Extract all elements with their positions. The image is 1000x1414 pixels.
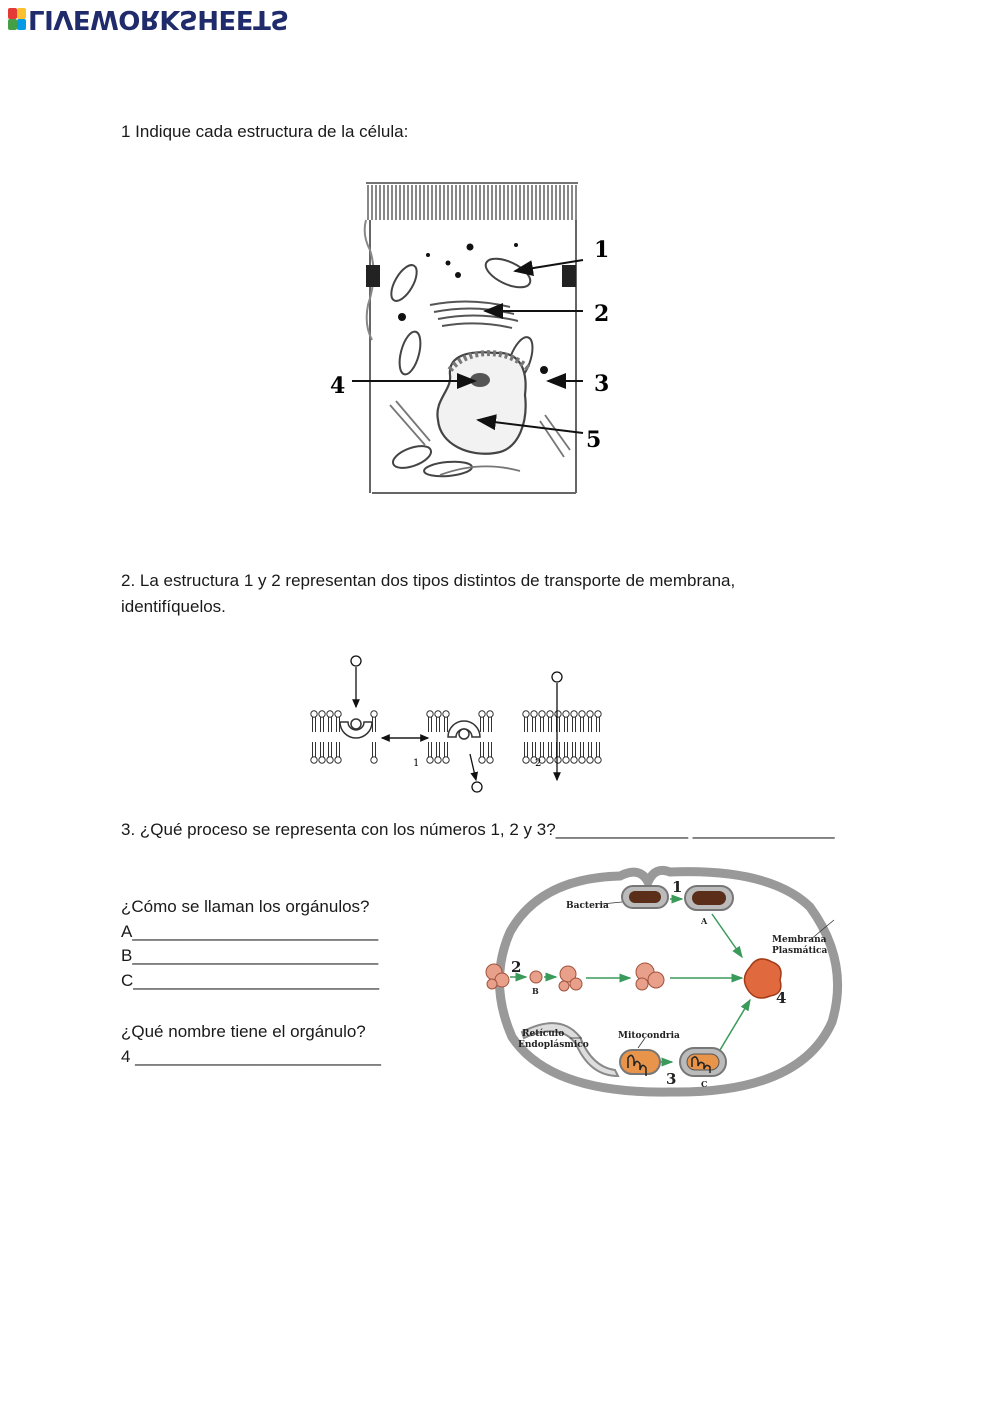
question-3-text: 3. ¿Qué proceso se representa con los números 1, 2 y 3?: [121, 820, 556, 839]
phospholipid-head: [311, 711, 317, 717]
phospholipid-tail: [589, 717, 592, 732]
phospholipid-head: [311, 757, 317, 763]
cell-label-2: 2: [594, 301, 610, 327]
phospholipid-tail: [329, 742, 332, 757]
phospholipid-tail: [429, 717, 432, 732]
phospholipid-head: [371, 711, 377, 717]
junction-left: [366, 265, 380, 287]
phospholipid-tail: [437, 717, 440, 732]
phospholipid-tail: [597, 742, 600, 757]
phospholipid-head: [571, 711, 577, 717]
phospholipid-tail: [597, 717, 600, 732]
phospholipid-tail: [525, 742, 528, 757]
label-a: A: [701, 916, 708, 926]
phospholipid-tail: [581, 717, 584, 732]
phospholipid-tail: [549, 717, 552, 732]
cell-label-3: 3: [594, 371, 610, 397]
label-num-3: 3: [666, 1070, 677, 1088]
label-bacteria: Bacteria: [566, 901, 609, 911]
phospholipid-tail: [313, 742, 316, 757]
phospholipid-tail: [321, 717, 324, 732]
phospholipid-tail: [525, 717, 528, 732]
membrane-transport-diagram: [310, 652, 610, 797]
phospholipid-head: [547, 757, 553, 763]
phospholipid-tail: [549, 742, 552, 757]
phospholipid-tail: [565, 717, 568, 732]
answer-blank-2[interactable]: _______________: [692, 820, 835, 839]
phospholipid-head: [563, 757, 569, 763]
organelles-question: ¿Cómo se llaman los orgánulos?: [121, 897, 370, 916]
microvilli: [366, 183, 578, 220]
label-c: C: [701, 1079, 708, 1089]
phospholipid-head: [327, 711, 333, 717]
phospholipid-head: [479, 757, 485, 763]
label-num-2: 2: [511, 958, 522, 976]
phospholipid-head: [523, 757, 529, 763]
phospholipid-tail: [373, 742, 376, 757]
phospholipid-tail: [481, 742, 484, 757]
phagocytosis-diagram: [480, 862, 850, 1102]
phospholipid-tail: [589, 742, 592, 757]
phospholipid-tail: [489, 742, 492, 757]
phospholipid-head: [595, 757, 601, 763]
phospholipid-tail: [489, 717, 492, 732]
phospholipid-head: [523, 711, 529, 717]
transport-label-2: 2: [535, 758, 542, 769]
carrier-protein-1: [340, 719, 372, 738]
phospholipid-tail: [437, 742, 440, 757]
bacteria-entering: [622, 886, 668, 908]
answer-blank-1[interactable]: ______________: [555, 820, 689, 839]
phospholipid-head: [327, 757, 333, 763]
vesicle-b: [530, 971, 542, 983]
junction-right: [562, 265, 576, 287]
phospholipid-tail: [373, 717, 376, 732]
phospholipid-head: [579, 711, 585, 717]
phospholipid-tail: [445, 717, 448, 732]
phospholipid-head: [319, 757, 325, 763]
phospholipid-tail: [573, 717, 576, 732]
phospholipid-head: [487, 757, 493, 763]
phospholipid-head: [443, 711, 449, 717]
label-b: B: [532, 986, 539, 996]
question-3-prompt: [121, 817, 835, 843]
phospholipid-head: [427, 757, 433, 763]
phospholipid-tail: [573, 742, 576, 757]
phospholipid-tail: [329, 717, 332, 732]
phospholipid-head: [335, 711, 341, 717]
label-mitocondria: Mitocondria: [618, 1031, 680, 1041]
phospholipid-head: [335, 757, 341, 763]
phospholipid-tail: [313, 717, 316, 732]
label-num-1: 1: [672, 878, 683, 896]
phospholipid-tail: [541, 717, 544, 732]
phospholipid-tail: [581, 742, 584, 757]
liveworksheets-logo: [8, 6, 289, 32]
phospholipid-tail: [565, 742, 568, 757]
phospholipid-head: [587, 757, 593, 763]
answer-b-field[interactable]: B__________________________: [121, 946, 379, 965]
phospholipid-tail: [321, 742, 324, 757]
phospholipid-head: [547, 711, 553, 717]
phospholipid-head: [319, 711, 325, 717]
cell-label-4: 4: [330, 373, 346, 399]
logo-text: LIVEWORKSHEETS: [28, 4, 289, 34]
phospholipid-tail: [337, 742, 340, 757]
phospholipid-head: [571, 757, 577, 763]
phospholipid-head: [587, 711, 593, 717]
golgi-apparatus: [430, 301, 518, 328]
question-2-prompt-line1: 2. La estructura 1 y 2 representan dos tipos distintos de transporte de membrana,: [121, 571, 736, 590]
logo-badge-icon: [8, 8, 26, 30]
plasma-membrane: [499, 870, 837, 1092]
phospholipid-head: [555, 711, 561, 717]
phospholipid-head: [371, 757, 377, 763]
label-membrana-1: Membrana: [772, 935, 827, 945]
autophagosome-c: [680, 1048, 726, 1076]
cell-structure-diagram: [330, 175, 620, 510]
phagosome-a: [685, 886, 733, 910]
phospholipid-head: [479, 711, 485, 717]
cell-label-1: 1: [594, 237, 610, 263]
transport-label-1: 1: [413, 758, 420, 769]
phospholipid-head: [427, 711, 433, 717]
phospholipid-head: [539, 711, 545, 717]
question-1-prompt: 1 Indique cada estructura de la célula:: [121, 122, 409, 141]
cell-label-5: 5: [586, 427, 602, 453]
answer-c-field[interactable]: C__________________________: [121, 971, 380, 990]
phospholipid-tail: [429, 742, 432, 757]
label-reticulo-2: Endoplásmico: [518, 1040, 589, 1050]
phospholipid-tail: [533, 717, 536, 732]
phospholipid-head: [595, 711, 601, 717]
phospholipid-head: [487, 711, 493, 717]
phospholipid-tail: [481, 717, 484, 732]
phospholipid-tail: [445, 742, 448, 757]
carrier-protein-2: [448, 721, 480, 739]
answer-4-field[interactable]: 4 __________________________: [121, 1047, 381, 1066]
phospholipid-head: [531, 711, 537, 717]
phospholipid-head: [443, 757, 449, 763]
phospholipid-tail: [533, 742, 536, 757]
phospholipid-head: [435, 757, 441, 763]
phospholipid-head: [563, 711, 569, 717]
question-2-prompt-line2: identifíquelos.: [121, 597, 226, 616]
label-membrana-2: Plasmática: [772, 946, 828, 956]
mitochondrion-engulfing: [620, 1050, 660, 1076]
phospholipid-head: [435, 711, 441, 717]
phospholipid-head: [579, 757, 585, 763]
organelle-name-question: ¿Qué nombre tiene el orgánulo?: [121, 1022, 366, 1041]
label-reticulo-1: Retículo: [522, 1029, 565, 1039]
phospholipid-tail: [541, 742, 544, 757]
phospholipid-tail: [337, 717, 340, 732]
label-num-4: 4: [776, 989, 787, 1007]
answer-a-field[interactable]: A__________________________: [121, 922, 379, 941]
phospholipid-head: [555, 757, 561, 763]
